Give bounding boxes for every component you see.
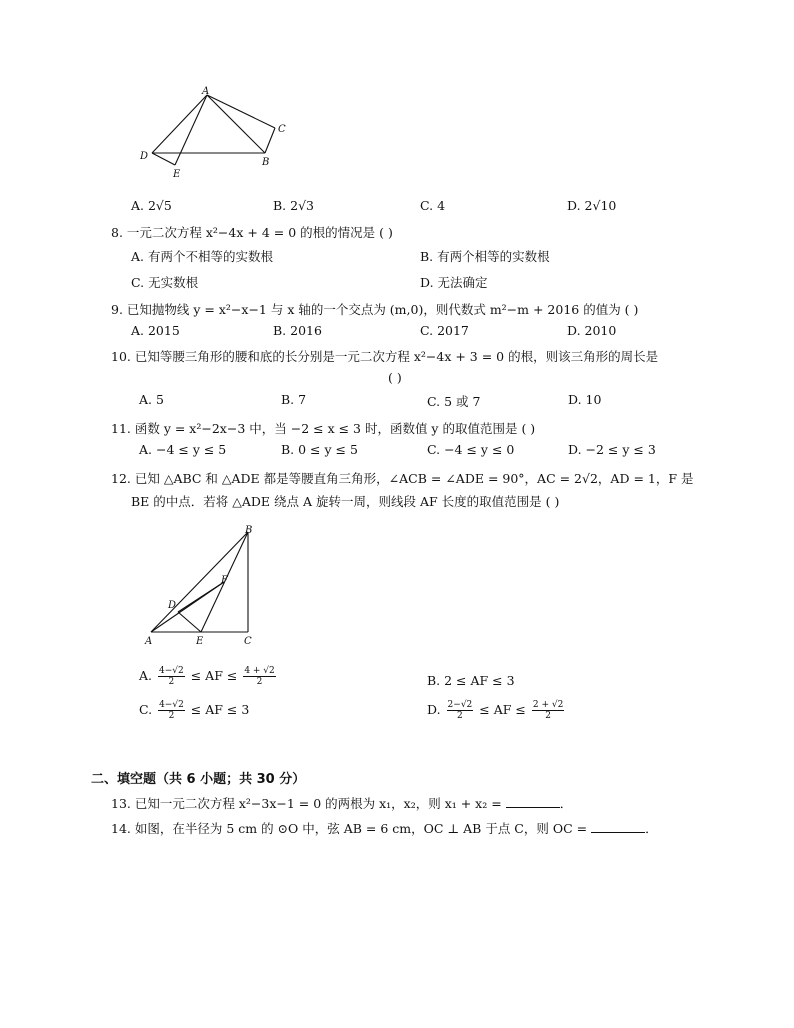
fig12-label-a: A <box>145 636 153 647</box>
q8-option-b: B. 有两个相等的实数根 <box>420 249 550 264</box>
q11-stem: 11. 函数 y = x²−2x−3 中，当 −2 ≤ x ≤ 3 时，函数值 y 的取值范围是 ( ) <box>111 421 536 436</box>
fig7-label-c: C <box>278 124 286 135</box>
q8-option-a: A. 有两个不相等的实数根 <box>131 249 273 264</box>
q12-option-d-prefix: D. <box>427 702 441 717</box>
q11-option-b: B. 0 ≤ y ≤ 5 <box>281 442 358 457</box>
q12-option-a-mid: ≤ AF ≤ <box>190 668 238 683</box>
fig7-label-b: B <box>262 157 270 168</box>
q10-option-d: D. 10 <box>568 392 602 407</box>
fig12-label-f: F <box>221 575 228 586</box>
q12-option-b: B. 2 ≤ AF ≤ 3 <box>427 673 515 688</box>
fig12-label-d: D <box>168 600 177 611</box>
q14 <box>111 819 658 837</box>
q7-option-a: A. 2√5 <box>131 198 172 213</box>
q12-line2: BE 的中点．若将 △ADE 绕点 A 旋转一周，则线段 AF 长度的取值范围是 ( ) <box>131 494 560 509</box>
q7-option-d: D. 2√10 <box>567 198 617 213</box>
q10-option-c: C. 5 或 7 <box>427 394 481 409</box>
q9-option-b: B. 2016 <box>273 323 322 338</box>
q13-end: ． <box>559 796 573 811</box>
q12-option-c-post: ≤ AF ≤ 3 <box>190 702 250 717</box>
fig12-label-c: C <box>244 636 252 647</box>
q8-stem: 8. 一元二次方程 x²−4x + 4 = 0 的根的情况是 ( ) <box>111 225 393 240</box>
q12-option-c <box>139 700 249 721</box>
q7-option-b: B. 2√3 <box>273 198 315 213</box>
fig7-label-e: E <box>173 169 181 180</box>
fig7-label-d: D <box>140 151 149 162</box>
q9-option-a: A. 2015 <box>131 323 180 338</box>
q11-option-d: D. −2 ≤ y ≤ 3 <box>568 442 656 457</box>
q9-stem: 9. 已知抛物线 y = x²−x−1 与 x 轴的一个交点为 (m,0)，则代数式 m²−m + 2016 的值为 ( ) <box>111 302 639 317</box>
q8-option-d: D. 无法确定 <box>420 275 488 290</box>
q13 <box>111 794 572 812</box>
q10-option-a: A. 5 <box>139 392 164 407</box>
q12-option-d-mid: ≤ AF ≤ <box>479 702 526 717</box>
q12-option-d-frac1: $\frac{2-√2}{2}$ <box>447 700 473 721</box>
q9-option-c: C. 2017 <box>420 323 469 338</box>
q13-stem: 13. 已知一元二次方程 x²−3x−1 = 0 的两根为 x₁，x₂，则 x₁ + x₂ = <box>111 796 502 811</box>
q10-stem: 10. 已知等腰三角形的腰和底的长分别是一元二次方程 x²−4x + 3 = 0 的根，则该三角形的周长是 <box>111 349 659 364</box>
q12-option-a-frac2: $\frac{4 + √2}{2}$ <box>244 666 275 687</box>
fig12-label-b: B <box>245 525 253 536</box>
q11-option-c: C. −4 ≤ y ≤ 0 <box>427 442 515 457</box>
q10-option-b: B. 7 <box>281 392 307 407</box>
q12-option-c-prefix: C. <box>139 702 153 717</box>
fig7-label-a: A <box>202 86 210 97</box>
q12-option-a-prefix: A. <box>139 668 153 683</box>
q12-option-d-frac2: $\frac{2 + √2}{2}$ <box>532 700 564 721</box>
figure-q12 <box>138 522 268 652</box>
q12-option-a-frac1: $\frac{4-√2}{2}$ <box>159 666 184 687</box>
q7-option-c: C. 4 <box>420 198 446 213</box>
q11-option-a: A. −4 ≤ y ≤ 5 <box>139 442 227 457</box>
figure-q7 <box>130 85 300 185</box>
q12-line1: 12. 已知 △ABC 和 △ADE 都是等腰直角三角形，∠ACB = ∠ADE = 90°，AC = 2√2，AD = 1，F 是 <box>111 471 694 486</box>
q12-option-c-frac: $\frac{4-√2}{2}$ <box>159 700 184 721</box>
q12-option-d <box>427 700 566 721</box>
section-heading: 二、填空题（共 6 小题；共 30 分） <box>91 772 306 787</box>
q12-option-a <box>139 666 278 687</box>
q14-stem: 14. 如图，在半径为 5 cm 的 ⊙O 中，弦 AB = 6 cm，OC ⊥ AB 于点 C，则 OC = <box>111 821 588 836</box>
q13-answer-blank[interactable] <box>506 797 560 808</box>
q9-option-d: D. 2010 <box>567 323 617 338</box>
fig12-label-e: E <box>196 636 204 647</box>
q10-paren: ( ) <box>388 370 402 385</box>
q14-end: ． <box>645 821 658 836</box>
q8-option-c: C. 无实数根 <box>131 275 199 290</box>
q14-answer-blank[interactable] <box>591 822 645 833</box>
